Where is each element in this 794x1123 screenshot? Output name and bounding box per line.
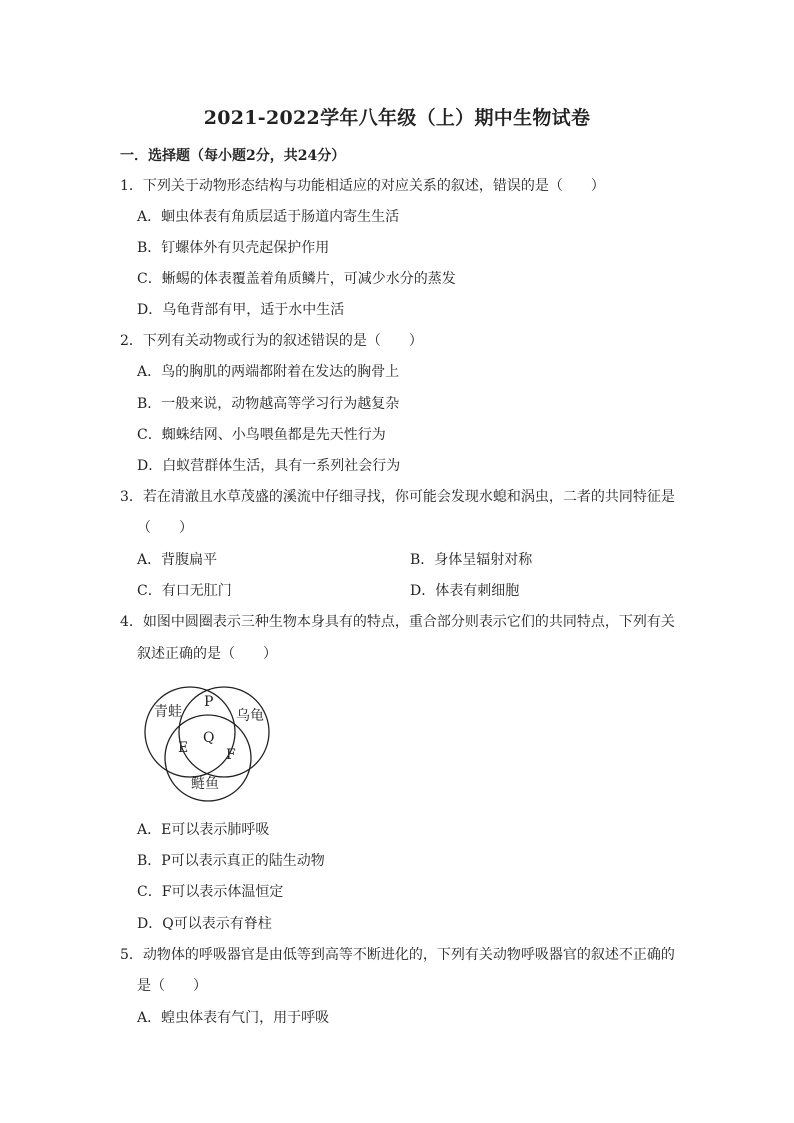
section-heading: 一．选择题（每小题2分，共24分） xyxy=(120,148,346,164)
venn-region-p: P xyxy=(204,694,214,710)
question-4-option-b: B．P可以表示真正的陆生动物 xyxy=(137,853,325,869)
venn-circle-frog xyxy=(145,687,235,777)
question-4-stem-cont: 叙述正确的是（ ） xyxy=(137,646,277,662)
question-2-option-d: D．白蚁营群体生活，具有一系列社会行为 xyxy=(137,458,401,474)
venn-label-frog: 青蛙 xyxy=(154,704,182,720)
page-title: 2021-2022学年八年级（上）期中生物试卷 xyxy=(203,107,591,129)
question-3-stem: 3．若在清澈且水草茂盛的溪流中仔细寻找，你可能会发现水螅和涡虫，二者的共同特征是 xyxy=(120,489,675,505)
venn-region-q: Q xyxy=(203,730,215,746)
venn-label-silver-carp: 鲢鱼 xyxy=(191,776,219,792)
question-2-option-a: A．鸟的胸肌的两端都附着在发达的胸骨上 xyxy=(137,364,400,380)
question-3-option-b: B．身体呈辐射对称 xyxy=(410,552,533,568)
question-4-option-d: D．Q可以表示有脊柱 xyxy=(137,916,272,932)
venn-label-turtle: 乌龟 xyxy=(236,708,264,724)
question-5-stem-cont: 是（ ） xyxy=(137,978,207,994)
venn-circle-turtle xyxy=(179,687,269,777)
question-4-option-c: C．F可以表示体温恒定 xyxy=(137,884,284,900)
question-1-option-c: C．蜥蜴的体表覆盖着角质鳞片，可减少水分的蒸发 xyxy=(137,271,456,287)
venn-diagram xyxy=(138,680,278,805)
venn-region-f: F xyxy=(226,747,236,763)
question-4-option-a: A．E可以表示肺呼吸 xyxy=(137,822,270,838)
question-1-option-d: D．乌龟背部有甲，适于水中生活 xyxy=(137,302,345,318)
venn-region-e: E xyxy=(178,740,189,756)
question-5-stem: 5．动物体的呼吸器官是由低等到高等不断进化的，下列有关动物呼吸器官的叙述不正确的 xyxy=(120,947,675,963)
question-1-stem: 1．下列关于动物形态结构与功能相适应的对应关系的叙述，错误的是（ ） xyxy=(120,178,605,194)
question-2-option-c: C．蜘蛛结网、小鸟喂鱼都是先天性行为 xyxy=(137,427,386,443)
question-5-option-a: A．蝗虫体表有气门，用于呼吸 xyxy=(137,1010,330,1026)
question-3-stem-cont: （ ） xyxy=(137,520,193,536)
question-1-option-a: A．蛔虫体表有角质层适于肠道内寄生生活 xyxy=(137,209,400,225)
question-1-option-b: B．钉螺体外有贝壳起保护作用 xyxy=(137,240,330,256)
question-3-option-c: C．有口无肛门 xyxy=(137,583,232,599)
question-3-option-d: D．体表有刺细胞 xyxy=(410,583,520,599)
question-2-stem: 2．下列有关动物或行为的叙述错误的是（ ） xyxy=(120,333,423,349)
question-3-option-a: A．背腹扁平 xyxy=(137,552,218,568)
question-4-stem: 4．如图中圆圈表示三种生物本身具有的特点，重合部分则表示它们的共同特点，下列有关 xyxy=(120,614,675,630)
question-2-option-b: B．一般来说，动物越高等学习行为越复杂 xyxy=(137,396,400,412)
